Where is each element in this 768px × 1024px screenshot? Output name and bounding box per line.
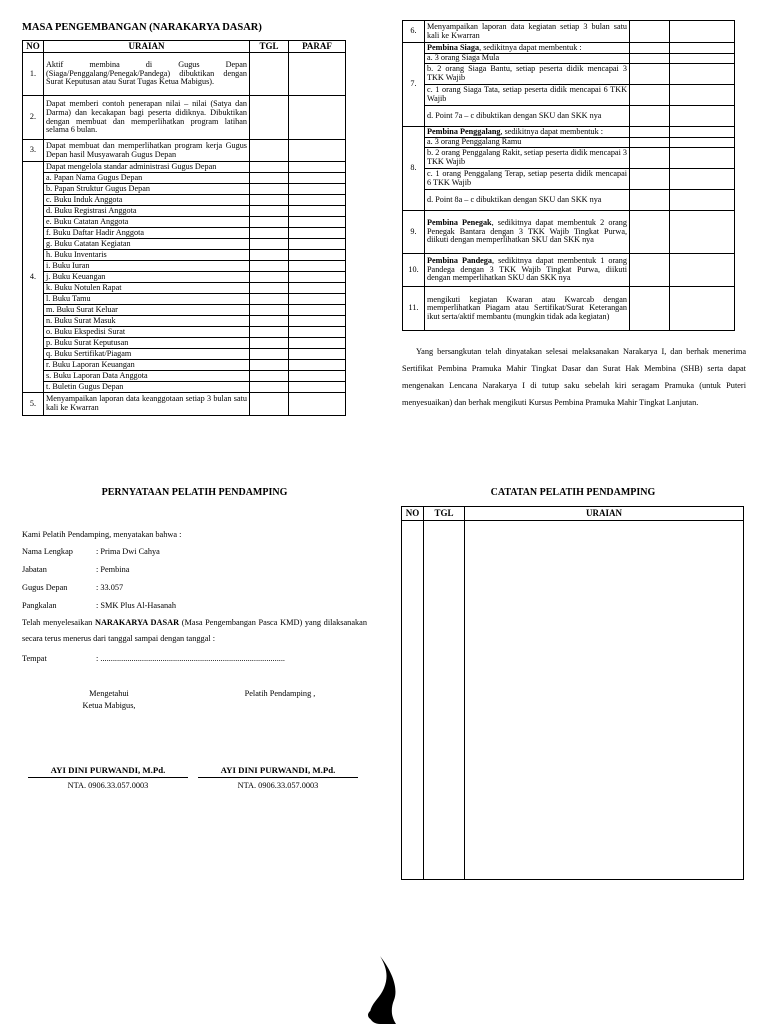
header-tgl: TGL [250, 41, 289, 53]
field-label: Nama Lengkap [22, 547, 73, 556]
row-text: Menyampaikan laporan data kegiatan setiap 3 bulan satu kali ke Kwarran [425, 21, 630, 43]
row-text: Menyampaikan laporan data keanggotaan setiap 3 bulan satu kali ke Kwarran [44, 393, 250, 416]
list-item: b. 2 orang Siaga Bantu, setiap peserta didik mencapai 3 TKK Wajib [403, 64, 735, 85]
list-item: j. Buku Keuangan [23, 272, 346, 283]
tunas-kelapa-logo-icon [356, 952, 406, 1024]
row-number: 3. [23, 140, 44, 162]
list-item: d. Point 7a – c dibuktikan dengan SKU dan SKK nya [403, 106, 735, 127]
notes-header-tgl: TGL [424, 507, 465, 521]
list-item: a. 3 orang Penggalang Ramu [403, 138, 735, 148]
field-value: : 33.057 [96, 583, 124, 592]
field-label: Gugus Depan [22, 583, 68, 592]
list-item: d. Point 8a – c dibuktikan dengan SKU dan SKK nya [403, 190, 735, 211]
list-item: l. Buku Tamu [23, 294, 346, 305]
development-table [22, 40, 346, 416]
list-item: b. 2 orang Penggalang Rakit, setiap peserta didik mencapai 3 TKK Wajib [403, 148, 735, 169]
list-item: f. Buku Daftar Hadir Anggota [23, 228, 346, 239]
row-number: 5. [23, 393, 44, 416]
page-title: MASA PENGEMBANGAN (NARAKARYA DASAR) [22, 22, 262, 33]
statement-title: PERNYATAAN PELATIH PENDAMPING [101, 487, 288, 498]
field-value: : Prima Dwi Cahya [96, 547, 160, 556]
certification-paragraph: Yang bersangkutan telah dinyatakan selesai melaksanakan Narakarya I, dan berhak menerima Sertifikat Pembina Pramuka Mahir Tingkat Dasar dan Surat Hak Membina (SHB) serta dapat mengenakan Lencana Narakarya I di tutup saku sebelah kiri seragam Pramuka (untuk Puteri menyesuaikan) dan berhak mengikuti Kursus Pembina Pramuka Mahir Tingkat Lanjutan. [402, 347, 746, 407]
notes-body-row [402, 521, 744, 880]
completion-statement: Telah menyelesaikan NARAKARYA DASAR (Masa Pengembangan Pasca KMD) yang dilaksanakan secara terus menerus dari tanggal sampai dengan tanggal : [22, 618, 367, 643]
row-number: 8. [403, 127, 425, 211]
field-label: Jabatan [22, 565, 47, 574]
left-signatory-nta: NTA. 0906.33.057.0003 [67, 781, 149, 790]
row-text: Aktif membina di Gugus Depan (Siaga/Penggalang/Penegak/Pandega) dibuktikan dengan Surat Keputusan atau Surat Tugas Ketua Mabigus). [44, 53, 250, 96]
list-item: q. Buku Sertifikat/Piagam [23, 349, 346, 360]
list-item: s. Buku Laporan Data Anggota [23, 371, 346, 382]
notes-table [401, 506, 744, 880]
signature-line [198, 777, 358, 778]
field-label: Pangkalan [22, 601, 57, 610]
notes-header-no: NO [402, 507, 424, 521]
table-row [23, 53, 346, 96]
sign-left-label: Mengetahui [89, 689, 129, 698]
row-text: Dapat membuat dan memperlihatkan program kerja Gugus Depan hasil Musyawarah Gugus Depan [44, 140, 250, 162]
row-text: Dapat memberi contoh penerapan nilai – nilai (Satya dan Darma) dan kecakapan bagi peserta didiknya. Dibuktikan dengan membuat dan memperlihatkan program latihan selama 6 bulan. [44, 96, 250, 140]
field-value: : SMK Plus Al-Hasanah [96, 601, 176, 610]
list-item: h. Buku Inventaris [23, 250, 346, 261]
table-row [23, 393, 346, 416]
development-table-continued [402, 20, 735, 331]
list-item: a. Papan Nama Gugus Depan [23, 173, 346, 184]
list-item: e. Buku Catatan Anggota [23, 217, 346, 228]
place-value: : ......................................................................................... [96, 654, 285, 663]
row-number: 1. [23, 53, 44, 96]
table-row [403, 127, 735, 138]
row-number: 10. [403, 254, 425, 287]
row-number: 11. [403, 287, 425, 331]
left-signatory-name: AYI DINI PURWANDI, M.Pd. [50, 765, 166, 775]
row-number: 2. [23, 96, 44, 140]
row-text: Pembina Pandega, sedikitnya dapat membentuk 1 orang Pandega dengan 3 TKK Wajib Tingkat Purwa, diikuti dengan memperlihatkan SKU dan SKK nya [425, 254, 630, 287]
header-uraian: URAIAN [44, 41, 250, 53]
list-item: k. Buku Notulen Rapat [23, 283, 346, 294]
list-item: b. Papan Struktur Gugus Depan [23, 184, 346, 195]
table-row [403, 254, 735, 287]
list-item: d. Buku Registrasi Anggota [23, 206, 346, 217]
list-item: c. 1 orang Penggalang Terap, setiap peserta didik mencapai 6 TKK Wajib [403, 169, 735, 190]
table-row [403, 287, 735, 331]
row-text: Dapat mengelola standar administrasi Gugus Depan [44, 162, 250, 173]
table-row [403, 21, 735, 43]
list-item: i. Buku Iuran [23, 261, 346, 272]
list-item: p. Buku Surat Keputusan [23, 338, 346, 349]
signature-line [28, 777, 188, 778]
table-row [23, 96, 346, 140]
field-value: : Pembina [96, 565, 130, 574]
list-item: m. Buku Surat Keluar [23, 305, 346, 316]
list-item: c. 1 orang Siaga Tata, setiap peserta didik mencapai 6 TKK Wajib [403, 85, 735, 106]
table-row [23, 162, 346, 173]
header-paraf: PARAF [289, 41, 346, 53]
place-label: Tempat [22, 654, 47, 663]
sign-right-label: Pelatih Pendamping , [244, 689, 316, 698]
row-heading: Pembina Siaga, sedikitnya dapat membentuk : [425, 43, 630, 54]
row-number: 7. [403, 43, 425, 127]
table-row [403, 43, 735, 54]
list-item: t. Buletin Gugus Depan [23, 382, 346, 393]
row-number: 4. [23, 162, 44, 393]
right-signatory-nta: NTA. 0906.33.057.0003 [237, 781, 319, 790]
row-text: mengikuti kegiatan Kwaran atau Kwarcab dengan memperlihatkan Piagam atau Sertifikat/Surat Keterangan ikut serta/aktif membantu (mungkin tidak ada kegiatan) [425, 287, 630, 331]
notes-title: CATATAN PELATIH PENDAMPING [490, 487, 656, 498]
table-row [403, 211, 735, 254]
list-item: r. Buku Laporan Keuangan [23, 360, 346, 371]
list-item: g. Buku Catatan Kegiatan [23, 239, 346, 250]
list-item: a. 3 orang Siaga Mula [403, 54, 735, 64]
list-item: o. Buku Ekspedisi Surat [23, 327, 346, 338]
statement-intro: Kami Pelatih Pendamping, menyatakan bahwa : [22, 530, 182, 539]
row-number: 6. [403, 21, 425, 43]
right-signatory-name: AYI DINI PURWANDI, M.Pd. [220, 765, 336, 775]
sign-left-role: Ketua Mabigus, [82, 701, 136, 710]
list-item: n. Buku Surat Masuk [23, 316, 346, 327]
row-heading: Pembina Penggalang, sedikitnya dapat membentuk : [425, 127, 630, 138]
row-text: Pembina Penegak, sedikitnya dapat membentuk 2 orang Penegak Bantara dengan 3 TKK Wajib Tingkat Purwa, diikuti dengan memperlihatkan SKU dan SKK nya [425, 211, 630, 254]
notes-header-uraian: URAIAN [465, 507, 744, 521]
list-item: c. Buku Induk Anggota [23, 195, 346, 206]
header-no: NO [23, 41, 44, 53]
row-number: 9. [403, 211, 425, 254]
table-row [23, 140, 346, 162]
